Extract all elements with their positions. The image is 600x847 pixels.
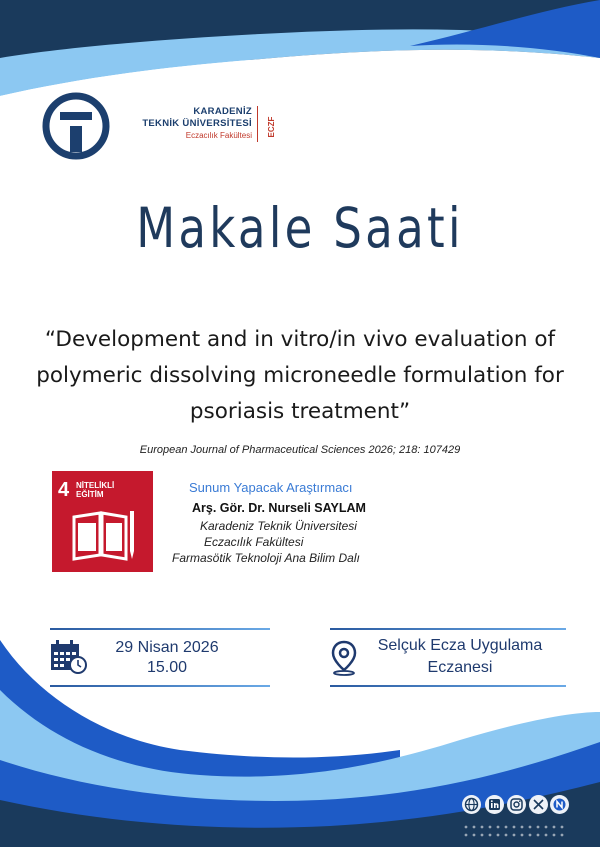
svg-text:ECZF: ECZF	[267, 116, 276, 138]
linkedin-icon[interactable]	[485, 795, 504, 814]
date-top-rule	[50, 628, 270, 630]
faculty-name: Eczacılık Fakültesi	[185, 131, 252, 140]
event-date: 29 Nisan 2026	[115, 639, 219, 656]
date-bottom-rule	[50, 685, 270, 687]
presenter-university: Karadeniz Teknik Üniversitesi	[200, 519, 357, 533]
presenter-faculty: Eczacılık Fakültesi	[204, 535, 304, 549]
event-time: 15.00	[146, 659, 188, 676]
university-wordmark	[128, 104, 278, 144]
sdg-quality-education-badge	[52, 471, 153, 572]
calendar-clock-icon	[50, 640, 88, 674]
presenter-name: Arş. Gör. Dr. Nurseli SAYLAM	[192, 501, 366, 515]
eczf-badge	[264, 112, 278, 142]
sdg-number: 4	[58, 479, 70, 501]
nsosyal-icon[interactable]	[550, 795, 569, 814]
event-date-time	[108, 638, 226, 678]
university-name-line1: KARADENİZ	[193, 106, 252, 117]
location-line1: Selçuk Ecza Uygulama	[377, 637, 543, 654]
sdg-label-line1: NİTELİKLİ	[76, 481, 115, 490]
x-icon[interactable]	[529, 795, 548, 814]
article-title: “Development and in vitro/in vivo evaluation of polymeric dissolving microneedle formulation for psoriasis treatment”	[36, 327, 564, 424]
location-line2: Eczanesi	[427, 659, 493, 676]
presenter-label: Sunum Yapacak Araştırmacı	[189, 480, 353, 495]
location-pin-icon	[331, 640, 357, 676]
sdg-label-line2: EĞİTİM	[76, 490, 104, 499]
journal-citation: European Journal of Pharmaceutical Sciences 2026; 218: 107429	[139, 444, 461, 456]
globe-icon[interactable]	[462, 795, 481, 814]
sdg-label	[76, 481, 114, 499]
event-location	[360, 635, 560, 679]
university-logo	[42, 92, 110, 160]
instagram-icon[interactable]	[507, 795, 526, 814]
university-name-line2: TEKNİK ÜNİVERSİTESİ	[142, 118, 252, 129]
book-pencil-icon	[70, 509, 136, 563]
location-bottom-rule	[330, 685, 566, 687]
presenter-department: Farmasötik Teknoloji Ana Bilim Dalı	[172, 551, 360, 565]
location-top-rule	[330, 628, 566, 630]
wordmark-divider	[257, 106, 259, 142]
event-title: Makale Saati	[136, 196, 464, 260]
